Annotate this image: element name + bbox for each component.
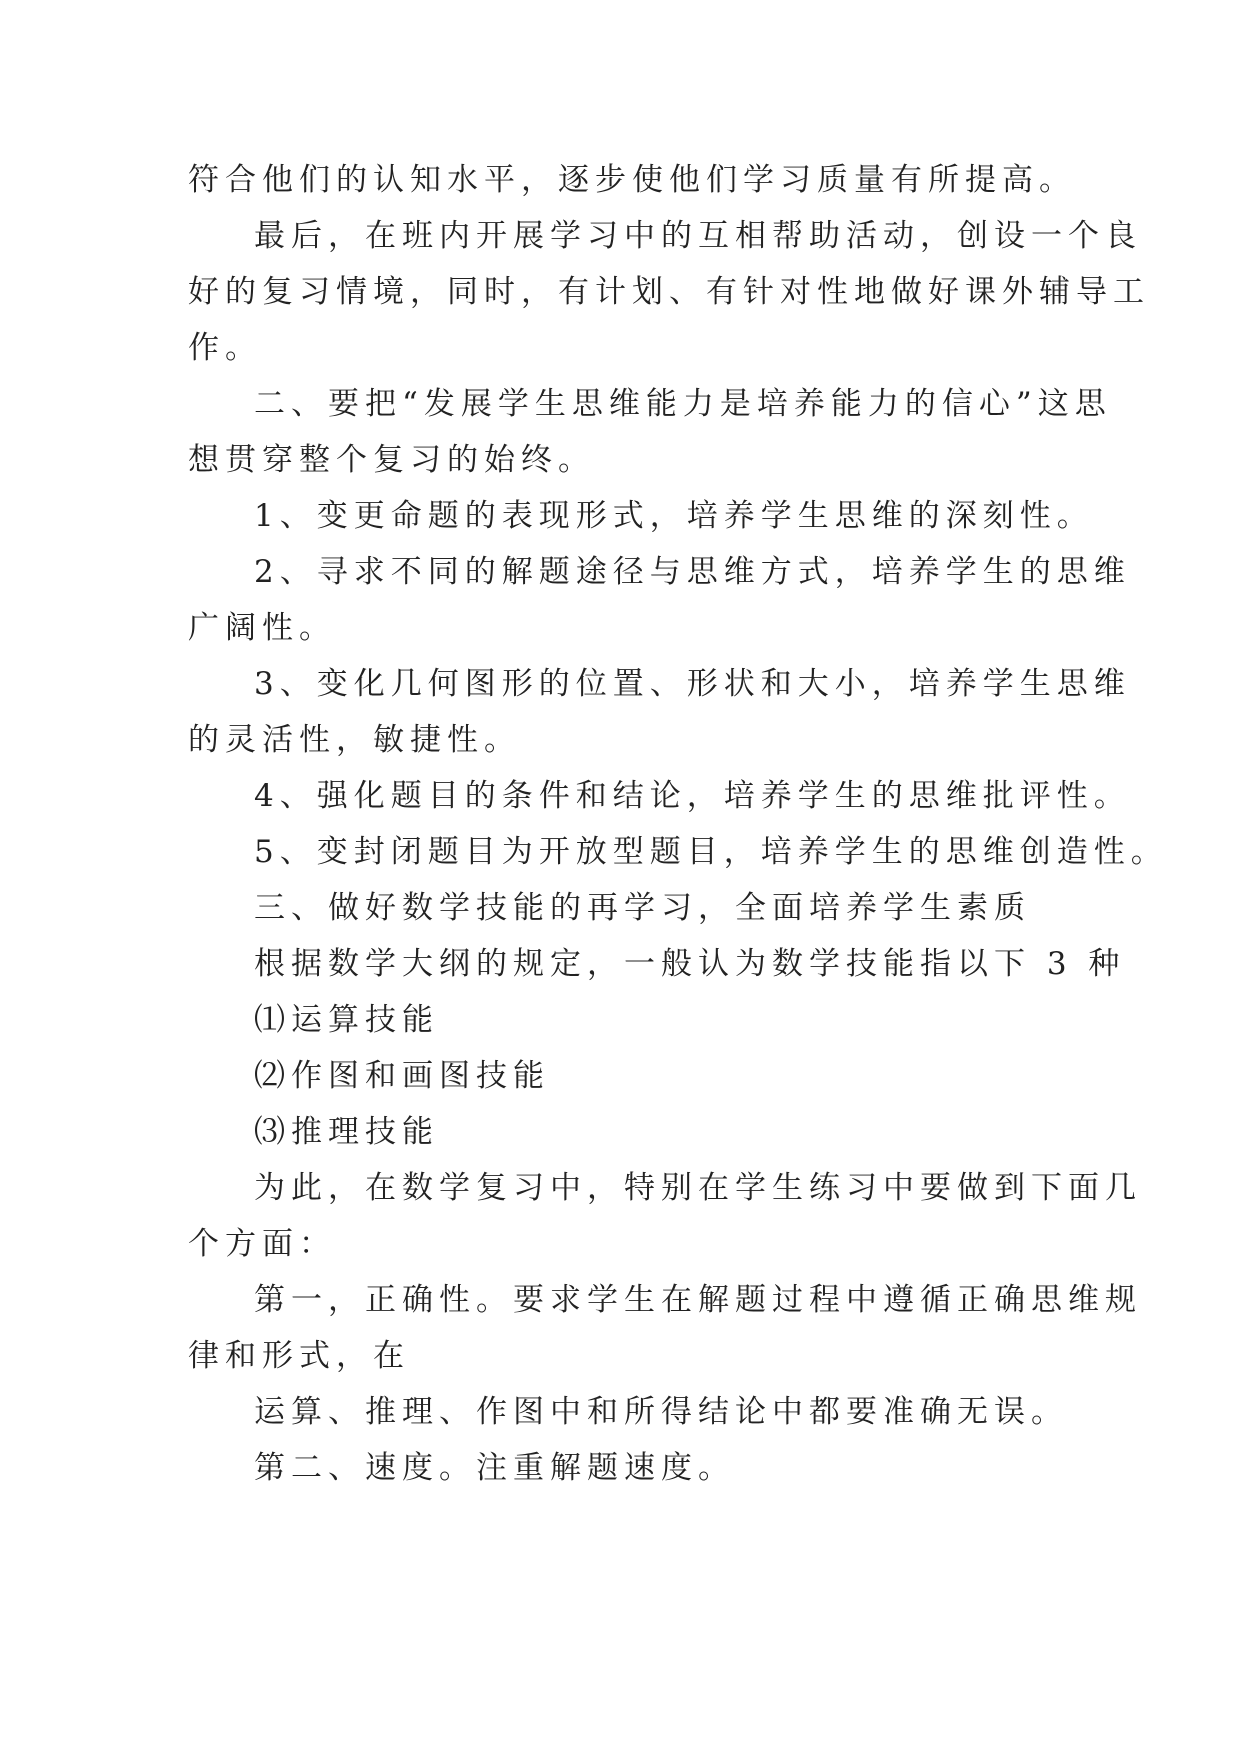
text-line: 根据数学大纲的规定，一般认为数学技能指以下 3 种 — [254, 946, 1126, 982]
text-line: 5、变封闭题目为开放型题目，培养学生的思维创造性。 — [254, 834, 1168, 870]
text-line: 二、要把“发展学生思维能力是培养能力的信心”这思 — [254, 386, 1112, 422]
text-line: 的灵活性，敏捷性。 — [188, 722, 521, 758]
text-line: 第一，正确性。要求学生在解题过程中遵循正确思维规 — [254, 1282, 1142, 1318]
text-line: 广阔性。 — [188, 610, 336, 646]
text-line: 符合他们的认知水平，逐步使他们学习质量有所提高。 — [188, 162, 1076, 198]
text-line: 为此，在数学复习中，特别在学生练习中要做到下面几 — [254, 1170, 1142, 1206]
text-line: 运算、推理、作图中和所得结论中都要准确无误。 — [254, 1394, 1068, 1430]
text-line: 想贯穿整个复习的始终。 — [188, 442, 595, 478]
text-line: 律和形式，在 — [188, 1338, 410, 1374]
text-line: 2、寻求不同的解题途径与思维方式，培养学生的思维 — [254, 554, 1131, 590]
text-line: 3、变化几何图形的位置、形状和大小，培养学生思维 — [254, 666, 1131, 702]
text-line: ⑶推理技能 — [254, 1114, 439, 1150]
text-line: 4、强化题目的条件和结论，培养学生的思维批评性。 — [254, 778, 1131, 814]
text-line: 第二、速度。注重解题速度。 — [254, 1450, 735, 1486]
text-line: 个方面： — [188, 1226, 336, 1262]
text-line: 三、做好数学技能的再学习，全面培养学生素质 — [254, 890, 1031, 926]
text-line: 作。 — [188, 330, 262, 366]
text-line: 最后，在班内开展学习中的互相帮助活动，创设一个良 — [254, 218, 1142, 254]
text-line: 好的复习情境，同时，有计划、有针对性地做好课外辅导工 — [188, 274, 1150, 310]
text-line: ⑵作图和画图技能 — [254, 1058, 550, 1094]
text-line: ⑴运算技能 — [254, 1002, 439, 1038]
text-line: 1、变更命题的表现形式，培养学生思维的深刻性。 — [254, 498, 1094, 534]
